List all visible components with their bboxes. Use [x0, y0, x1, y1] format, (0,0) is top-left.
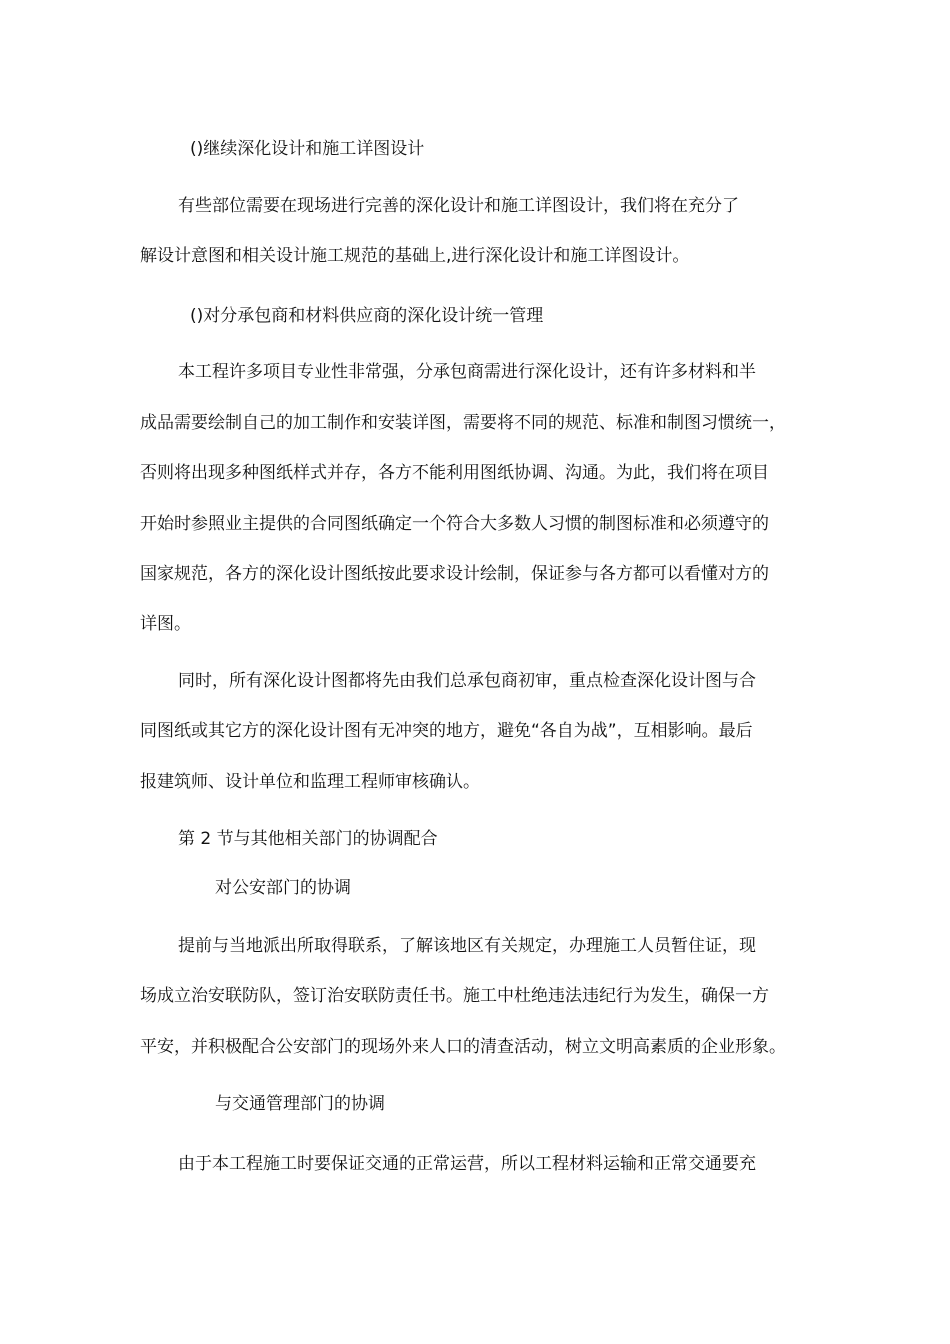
- subsection-heading-unified-management: ()对分承包商和材料供应商的深化设计统一管理: [190, 306, 544, 326]
- paragraph-line: 由于本工程施工时要保证交通的正常运营，所以工程材料运输和正常交通要充: [178, 1154, 756, 1174]
- paragraph-line: 有些部位需要在现场进行完善的深化设计和施工详图设计，我们将在充分了: [178, 196, 739, 216]
- paragraph-line: 否则将出现多种图纸样式并存，各方不能利用图纸协调、沟通。为此，我们将在项目: [140, 463, 769, 483]
- paragraph-line: 场成立治安联防队，签订治安联防责任书。施工中杜绝违法违纪行为发生，确保一方: [140, 986, 769, 1006]
- paragraph-line: 解设计意图和相关设计施工规范的基础上,进行深化设计和施工详图设计。: [140, 246, 690, 266]
- section-heading: 第 2 节与其他相关部门的协调配合: [178, 829, 438, 849]
- paragraph-line: 同图纸或其它方的深化设计图有无冲突的地方，避免“各自为战”，互相影响。最后: [140, 721, 753, 741]
- paragraph-line: 详图。: [140, 614, 191, 634]
- paragraph-line: 国家规范，各方的深化设计图纸按此要求设计绘制，保证参与各方都可以看懂对方的: [140, 564, 769, 584]
- paragraph-line: 报建筑师、设计单位和监理工程师审核确认。: [140, 772, 480, 792]
- paragraph-line: 本工程许多项目专业性非常强，分承包商需进行深化设计，还有许多材料和半: [178, 362, 756, 382]
- paragraph-line: 平安，并积极配合公安部门的现场外来人口的清查活动，树立文明高素质的企业形象。: [140, 1037, 786, 1057]
- subsection-heading-traffic: 与交通管理部门的协调: [215, 1094, 385, 1114]
- paragraph-line: 同时，所有深化设计图都将先由我们总承包商初审，重点检查深化设计图与合: [178, 671, 756, 691]
- paragraph-line: 开始时参照业主提供的合同图纸确定一个符合大多数人习惯的制图标准和必须遵守的: [140, 514, 769, 534]
- subsection-heading-police: 对公安部门的协调: [215, 878, 351, 898]
- paragraph-line: 成品需要绘制自己的加工制作和安装详图，需要将不同的规范、标准和制图习惯统一，: [140, 413, 786, 433]
- subsection-heading-detail-design: ()继续深化设计和施工详图设计: [190, 139, 425, 159]
- paragraph-line: 提前与当地派出所取得联系，了解该地区有关规定，办理施工人员暂住证，现: [178, 936, 756, 956]
